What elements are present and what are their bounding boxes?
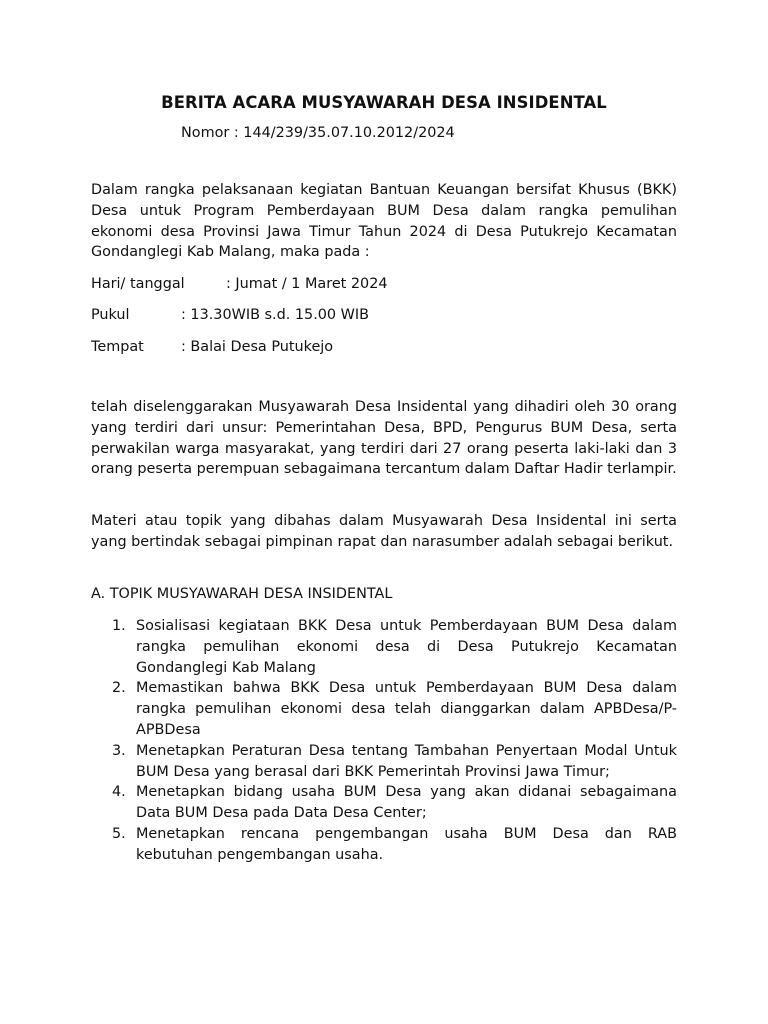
list-item — [91, 678, 677, 740]
list-item-text: Menetapkan rencana pengembangan usaha BUM Desa dan RAB kebutuhan pengembangan usaha. — [136, 825, 677, 863]
list-item-number: 3. — [112, 742, 126, 759]
field-tempat-value: : Balai Desa Putukejo — [181, 339, 334, 355]
field-tempat — [91, 337, 334, 357]
field-pukul-label: Pukul — [91, 307, 130, 323]
list-item-text: Menetapkan bidang usaha BUM Desa yang akan didanai sebagaimana Data BUM Desa pada Data Desa Center; — [136, 784, 677, 822]
list-item-number: 1. — [112, 618, 126, 634]
list-item — [91, 741, 677, 783]
document-title: BERITA ACARA MUSYAWARAH DESA INSIDENTAL — [161, 93, 607, 112]
list-item-number: 5. — [112, 825, 126, 842]
list-item-text: Sosialisasi kegiataan BKK Desa untuk Pemberdayaan BUM Desa dalam rangka pemulihan ekonomi desa di Desa Putukrejo Kecamatan Gondanglegi Kab Malang — [136, 618, 677, 676]
held-paragraph: telah diselenggarakan Musyawarah Desa Insidental yang dihadiri oleh 30 orang yang terdiri dari unsur: Pemerintahan Desa, BPD, Pengurus BUM Desa, serta perwakilan warga masyarakat, yang terdiri dari 27 orang peserta laki-laki dan 3 orang peserta perempuan sebagaimana tercantum dalam Daftar Hadir terlampir. — [91, 399, 677, 478]
list-item-number: 2. — [112, 680, 126, 697]
list-item — [91, 616, 677, 678]
list-item-text: Menetapkan Peraturan Desa tentang Tambahan Penyertaan Modal Untuk BUM Desa yang berasal dari BKK Pemerintah Provinsi Jawa Timur; — [136, 742, 677, 780]
materi-paragraph: Materi atau topik yang dibahas dalam Musyawarah Desa Insidental ini serta yang bertindak sebagai pimpinan rapat dan narasumber adalah sebagai berikut. — [91, 513, 677, 550]
field-hari-tanggal — [91, 274, 388, 294]
field-hari-label: Hari/ tanggal — [91, 276, 185, 292]
list-item — [91, 824, 677, 866]
section-a-heading: A. TOPIK MUSYAWARAH DESA INSIDENTAL — [91, 586, 393, 602]
field-hari-value: : Jumat / 1 Maret 2024 — [226, 276, 388, 292]
document-number: Nomor : 144/239/35.07.10.2012/2024 — [181, 125, 455, 141]
list-item — [91, 782, 677, 824]
list-item-text: Memastikan bahwa BKK Desa untuk Pemberdayaan BUM Desa dalam rangka pemulihan ekonomi desa telah dianggarkan dalam APBDesa/P-APBDesa — [136, 680, 677, 738]
list-item-number: 4. — [112, 784, 126, 801]
field-tempat-label: Tempat — [91, 339, 144, 355]
field-pukul — [91, 305, 370, 325]
field-pukul-value: : 13.30WIB s.d. 15.00 WIB — [181, 307, 370, 323]
topic-list — [91, 616, 677, 866]
intro-paragraph: Dalam rangka pelaksanaan kegiatan Bantuan Keuangan bersifat Khusus (BKK) Desa untuk Program Pemberdayaan BUM Desa dalam rangka pemulihan ekonomi desa Provinsi Jawa Timur Tahun 2024 di Desa Putukrejo Kecamatan Gondanglegi Kab Malang, maka pada : — [91, 182, 677, 261]
